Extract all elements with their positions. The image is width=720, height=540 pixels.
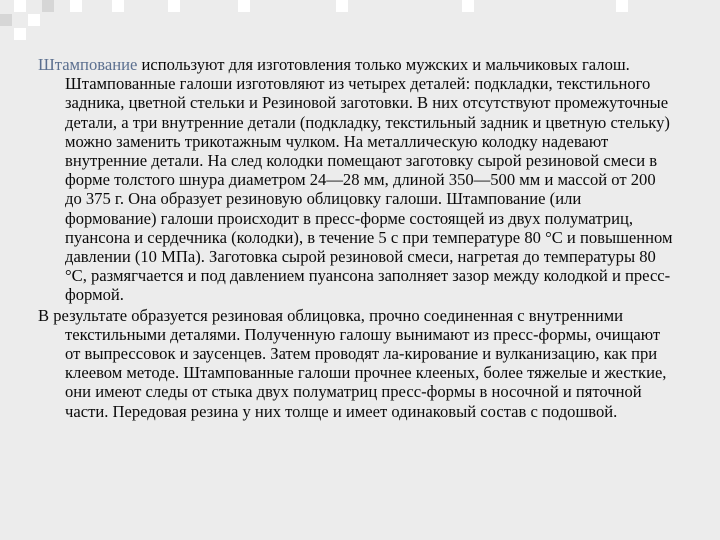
decor-square bbox=[70, 0, 82, 12]
decor-square bbox=[14, 0, 26, 12]
paragraph-1-text: используют для изготовления только мужских и мальчиковых галош. Штампованные галоши изготовляют из четырех деталей: подкладки, текстильного задника, цветной стельки и Резиновой заготовки. В них отсутствуют промежуточные детали, а три внутренние детали (подкладку, текстильный задник и цветную стельку) можно заменить трикотажным чулком. На металлическую колодку надевают внутренние детали. На след колодки помещают заготовку сырой резиновой смеси в форме толстого шнура диаметром 24—28 мм, длиной 350—500 мм и массой от 200 до 375 г. Она образует резиновую облицовку галоши. Штампование (или формование) галоши происходит в пресс-форме состоящей из двух полуматриц, пуансона и сердечника (колодки), в течение 5 с при температуре 80 °С и повышенном давлении (10 МПа). Заготовка сырой резиновой смеси, нагретая до температуры 80 °С, размягчается и под давлением пуансона заполняет зазор между колодкой и пресс-формой. bbox=[65, 55, 673, 305]
slide-body bbox=[38, 55, 674, 421]
paragraph-result: В результате образуется резиновая облицовка, прочно соединенная с внутренними текстильными деталями. Полученную галошу вынимают из пресс-формы, очищают от выпрессовок и заусенцев. Затем проводят ла-кирование и вулканизацию, как при клеевом методе. Штампованные галоши прочнее клееных, более тяжелые и жесткие, они имеют следы от стыка двух полуматриц пресс-формы в носочной и пяточной части. Передовая резина у них толще и имеет одинаковый состав с подошвой. bbox=[38, 305, 667, 421]
decorative-squares-header bbox=[0, 0, 720, 44]
decor-square bbox=[462, 0, 474, 12]
decor-square bbox=[238, 0, 250, 12]
paragraph-stamping bbox=[38, 55, 674, 305]
decor-square bbox=[28, 14, 40, 26]
decor-square bbox=[14, 28, 26, 40]
decor-square bbox=[42, 0, 54, 12]
decor-square bbox=[616, 0, 628, 12]
decor-square bbox=[336, 0, 348, 12]
highlight-term: Штампование bbox=[38, 55, 138, 74]
decor-square bbox=[112, 0, 124, 12]
decor-square bbox=[168, 0, 180, 12]
decor-square bbox=[0, 14, 12, 26]
